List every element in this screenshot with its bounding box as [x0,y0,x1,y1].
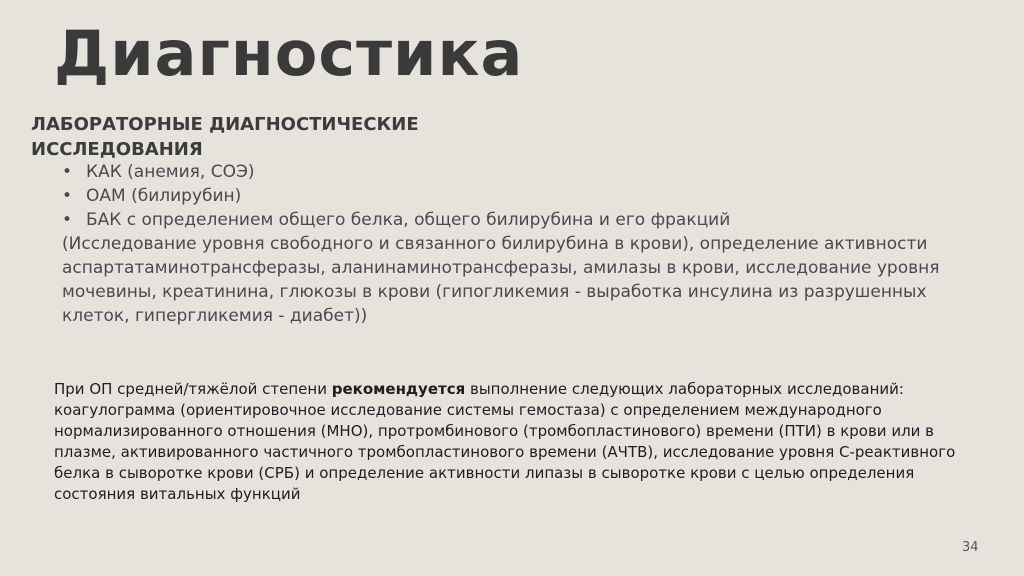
bullet-marker: • [62,162,73,182]
test-list [62,160,962,328]
slide-title: Диагностика [54,17,524,90]
list-item-text: БАК с определением общего белка, общего билирубина и его фракций [86,210,731,230]
list-item [62,160,962,184]
page-number: 34 [962,540,979,555]
bullet-marker: • [62,210,73,230]
list-item [62,184,962,208]
note-emphasis: рекомендуется [331,380,466,398]
list-item-text: ОАМ (билирубин) [86,186,242,206]
recommendation-paragraph [54,379,984,505]
list-item-continuation: (Исследование уровня свободного и связанного билирубина в крови), определение активности аспартатаминотрансферазы, аланинаминотрансферазы, амилазы в крови, исследование уровня мочевины, креатинина, глюкозы в крови (гипогликемия - выработка инсулина из разрушенных клеток, гипергликемия - диабет)) [62,234,940,326]
note-suffix: выполнение следующих лабораторных исследований: коагулограмма (ориентировочное исследование системы гемостаза) с определением международного нормализированного отношения (МНО), протромбинового (тромбопластинового) времени (ПТИ) в крови или в плазме, активированного частичного тромбопластинового времени (АЧТВ), исследование уровня С-реактивного белка в сыворотке крови (СРБ) и определение активности липазы в сыворотке крови с целью определения состояния витальных функций [54,380,956,503]
bullet-marker: • [62,186,73,206]
list-item-text: КАК (анемия, СОЭ) [86,162,255,182]
section-subtitle: ЛАБОРАТОРНЫЕ ДИАГНОСТИЧЕСКИЕ ИССЛЕДОВАНИЯ [31,114,419,160]
note-prefix: При ОП средней/тяжёлой степени [54,380,332,398]
list-item [62,208,962,232]
